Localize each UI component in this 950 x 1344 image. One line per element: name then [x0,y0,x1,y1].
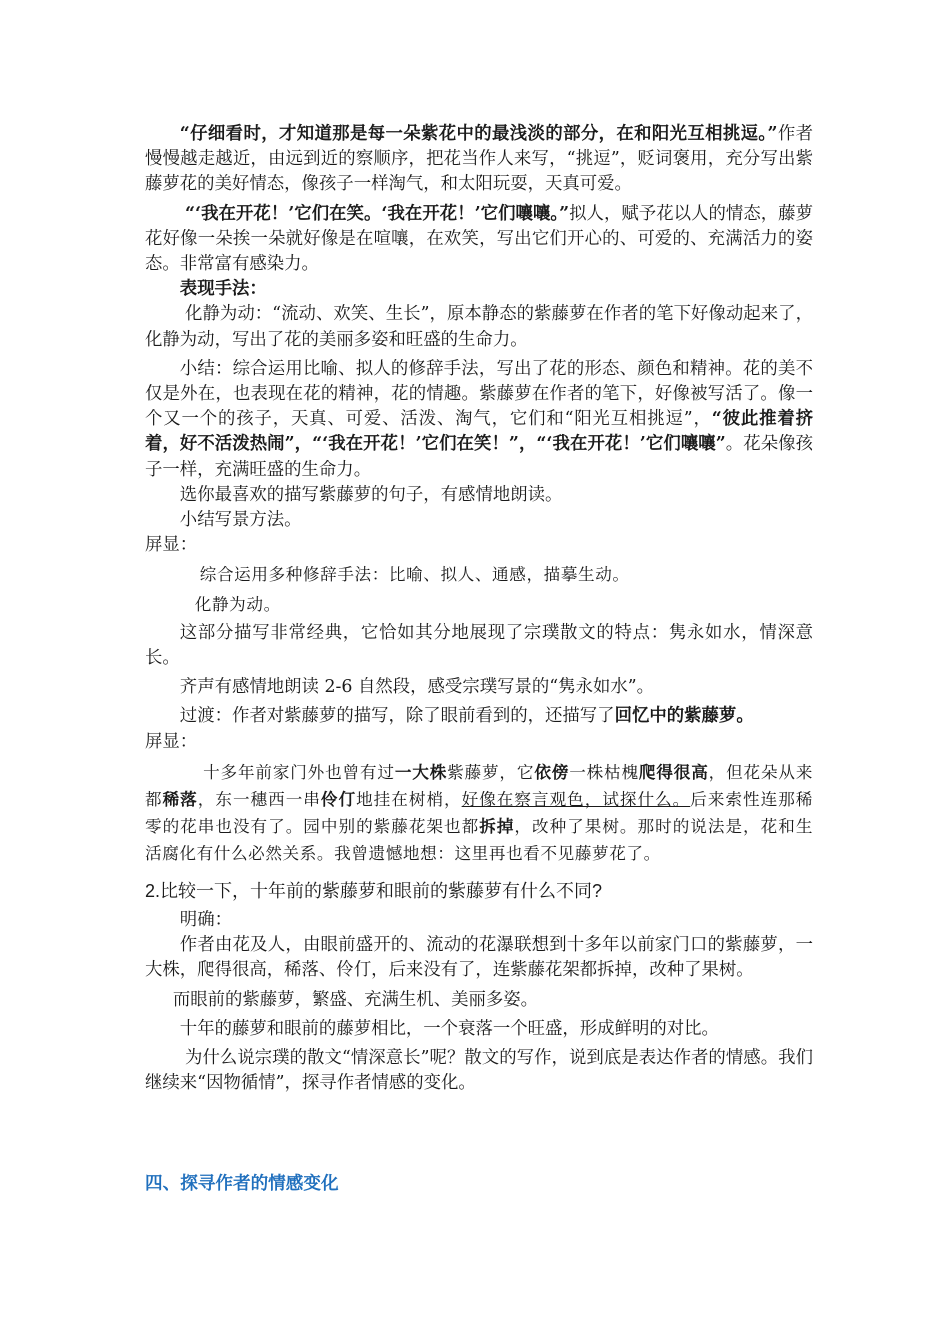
quote-bold: 一大株 [394,762,448,782]
summary-bold-1: “彼此推着挤着，好不活泼热闹”， [145,409,813,455]
screen-label: 屏显： [145,731,198,752]
answer-paragraph-4: 为什么说宗璞的散文“情深意长”呢？散文的写作，说到底是表达作者的情感。我们继续来“因物循情”，探寻作者情感的变化。 [145,1048,813,1094]
quote-text: ，但花朵从来都 [145,762,814,809]
quote-bold: “仔细看时，才知道那是每一朵紫花中的最浅淡的部分，在和阳光互相挑逗。” [179,124,778,144]
paragraph-teasing [145,122,813,198]
paragraph-blooming [145,202,813,278]
quote-text: 十多年前家门外也曾有过 [203,762,395,782]
line-summary-method: 小结写景方法。 [179,510,302,531]
technique-label: 表现手法： [179,279,267,300]
section-heading-4: 四、探寻作者的情感变化 [145,1174,339,1194]
transition-text: 过渡：作者对紫藤萝的描写，除了眼前看到的，还描写了 [179,706,615,727]
quote-bold: 爬得很高 [638,762,709,782]
screen-quote-memory [145,759,813,867]
quote-bold: 拆掉 [479,816,515,836]
paragraph-transition [145,704,813,729]
screen-label: 屏显： [145,535,198,556]
paragraph-classic: 这部分描写非常经典，它恰如其分地展现了宗璞散文的特点：隽永如水，情深意长。 [145,622,813,669]
quote-text: 一株枯槐 [569,762,639,782]
quote-bold: 依傍 [534,762,570,782]
paragraph-text: 拟人，赋予花以人的情态，藤萝花好像一朵挨一朵就好像是在喧嚷，在欢笑，写出它们开心的、可爱的、充满活力的姿态。非常富有感染力。 [145,203,813,275]
quote-text: 地挂在树梢， [356,789,462,809]
quote-text: 后来索性连那稀零的花串也没有了。园中别的紫藤花架也都 [145,789,814,836]
summary-bold-3: “‘我在开花！’它们嚷嚷” [536,434,726,455]
answer-paragraph-3: 十年的藤萝和眼前的藤萝相比，一个衰落一个旺盛，形成鲜明的对比。 [179,1018,719,1039]
document-body [145,122,813,1097]
quote-bold: 稀落 [162,789,198,809]
answer-label: 明确： [179,910,232,931]
question-2: 2.比较一下，十年前的紫藤萝和眼前的紫藤萝有什么不同? [145,880,603,901]
summary-text-end: 。花朵像孩子一样，充满旺盛的生命力。 [145,434,813,480]
quote-bold: “‘我在开花！’它们在笑。‘我在开花！’它们嚷嚷。” [185,203,570,224]
screen-text-static-dynamic: 化静为动。 [194,594,281,614]
quote-text: ，东一穗西一串 [197,789,321,809]
line-choose-sentence: 选你最喜欢的描写紫藤萝的句子，有感情地朗读。 [179,484,563,505]
screen-text-rhetoric: 综合运用多种修辞手法：比喻、拟人、通感，描摹生动。 [199,565,630,585]
quote-underline: 好像在察言观色，试探什么。 [461,789,691,809]
answer-paragraph-1: 作者由花及人，由眼前盛开的、流动的花瀑联想到十多年以前家门口的紫藤萝，一大株，爬得很高，稀落、伶仃，后来没有了，连紫藤花架都拆掉，改种了果树。 [145,935,813,981]
summary-bold-2: “‘我在开花！’它们在笑！”， [312,434,537,455]
summary-text: 小结：综合运用比喻、拟人的修辞手法，写出了花的形态、颜色和精神。花的美不仅是外在，也表现在花的精神，花的情趣。紫藤萝在作者的笔下，好像被写活了。像一个又一个的孩子，天真、可爱、活泼、淘气，它们和“阳光互相挑逗”， [145,358,813,430]
paragraph-summary [145,357,813,483]
paragraph-static-to-dynamic: 化静为动：“流动、欢笑、生长”，原本静态的紫藤萝在作者的笔下好像动起来了，化静为动，写出了花的美丽多姿和旺盛的生命力。 [145,304,813,350]
quote-bold: 伶仃 [320,789,357,809]
answer-paragraph-2: 而眼前的紫藤萝，繁盛、充满生机、美丽多姿。 [172,989,539,1010]
paragraph-text: 作者慢慢越走越近，由远到近的察顺序，把花当作人来写，“挑逗”，贬词褒用，充分写出紫藤萝花的美好情态，像孩子一样淘气，和太阳玩耍，天真可爱。 [145,124,813,195]
paragraph-read-aloud: 齐声有感情地朗读 2-6 自然段，感受宗璞写景的“隽永如水”。 [179,677,655,698]
quote-text: 紫藤萝，它 [447,762,535,782]
quote-text: ，改种了果树。那时的说法是，花和生活腐化有什么必然关系。我曾遗憾地想：这里再也看不见藤萝花了。 [145,816,814,863]
transition-bold: 回忆中的紫藤萝。 [614,706,754,727]
